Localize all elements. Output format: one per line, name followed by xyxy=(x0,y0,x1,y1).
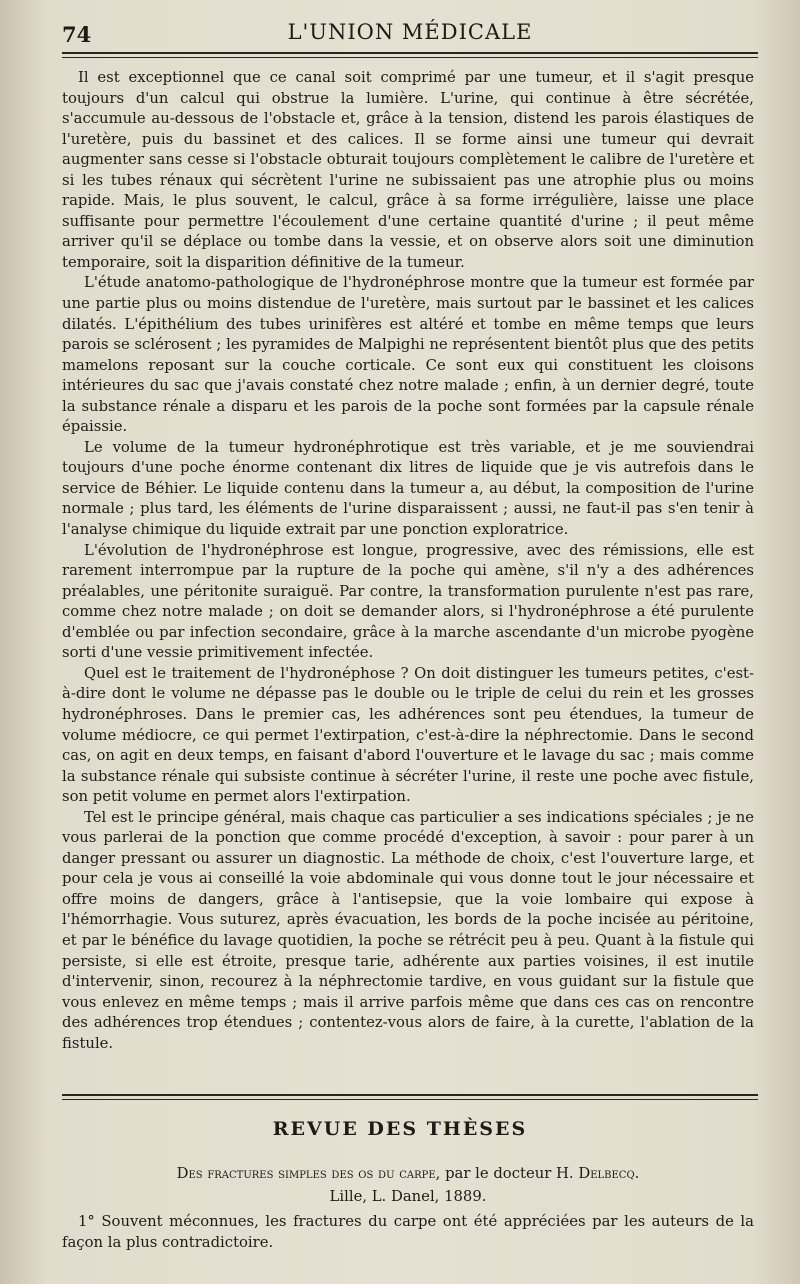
paragraph: Tel est le principe général, mais chaque cas particulier a ses indications spéciales ; je ne vous parlerai de la ponction que comme procédé d'exception, à savoir : pour parer à un danger pressant ou assurer un diagnostic. La méthode de choix, c'est l'ouverture large, et pour cela je vous ai conseillé la voie abdominale qui vous donne tout le jour nécessaire et offre moins de dangers, grâce à l'antisepsie, que la voie lombaire qui expose à l'hémorrhagie. Vous suturez, après évacuation, les bords de la poche incisée au péritoine, et par le bénéfice du lavage quotidien, la poche se rétrécit peu à peu. Quant à la fistule qui persiste, si elle est étroite, presque tarie, adhérente aux parties voisines, il est inutile d'intervenir, sinon, recourez à la néphrectomie tardive, en vous guidant sur la fistule que vous enlevez en même temps ; mais il arrive parfois même que dans ces cas on rencontre des adhérences trop étendues ; contentez-vous alors de faire, à la curette, l'ablation de la fistule. xyxy=(62,808,754,1052)
paragraph: Le volume de la tumeur hydronéphrotique est très variable, et je me souviendrai toujours d'une poche énorme contenant dix litres de liquide que je vis autrefois dans le service de Béhier. Le liquide contenu dans la tumeur a, au début, la composition de l'urine normale ; plus tard, les éléments de l'urine disparaissent ; aussi, ne faut-il pas s'en tenir à l'analyse chimique du liquide extrait par une ponction exploratrice. xyxy=(62,438,754,539)
paragraph: L'évolution de l'hydronéphrose est longue, progressive, avec des rémissions, elle est rarement interrompue par la rupture de la poche qui amène, s'il n'y a des adhérences préalables, une péritonite suraiguë. Par contre, la transformation purulente n'est pas rare, comme chez notre malade ; on doit se demander alors, si l'hydronéphrose a été purulente d'emblée ou par infection secondaire, grâce à la marche ascendante d'un microbe pyogène sorti d'une vessie primitivement infectée. xyxy=(62,541,754,662)
article-body xyxy=(62,68,754,1054)
item-number: 1° xyxy=(78,1213,95,1230)
section-title: REVUE DES THÈSES xyxy=(272,1118,528,1140)
thesis-item xyxy=(62,1212,754,1253)
thesis-author-prefix: par le docteur xyxy=(445,1165,552,1182)
thesis-author: H. Delbecq. xyxy=(556,1165,640,1182)
item-text: Souvent méconnues, les fractures du carpe ont été appréciées par les auteurs de la façon la plus contradictoire. xyxy=(62,1213,754,1251)
page-number: 74 xyxy=(62,22,92,47)
thesis-publisher: Lille, L. Danel, 1889. xyxy=(329,1188,487,1205)
thesis-title: Des fractures simples des os du carpe, xyxy=(176,1165,441,1182)
paragraph: L'étude anatomo-pathologique de l'hydronéphrose montre que la tumeur est formée par une partie plus ou moins distendue de l'uretère, mais surtout par le bassinet et les calices dilatés. L'épithélium des tubes urinifères est altéré et tombe en même temps que leurs parois se sclérosent ; les pyramides de Malpighi ne représentent bientôt plus que des petits mamelons reposant sur la couche corticale. Ce sont eux qui constituent les cloisons intérieures du sac que j'avais constaté chez notre malade ; enfin, à un dernier degré, toute la substance rénale a disparu et les parois de la poche sont formées par la capsule rénale épaissie. xyxy=(62,274,754,436)
header-rule xyxy=(62,52,758,58)
paragraph: Quel est le traitement de l'hydronéphose ? On doit distinguer les tumeurs petites, c'est-à-dire dont le volume ne dépasse pas le double ou le triple de celui du rein et les grosses hydronéphroses. Dans le premier cas, les adhérences sont peu étendues, la tumeur de volume médiocre, ce qui permet l'extirpation, c'est-à-dire la néphrectomie. Dans le second cas, on agit en deux temps, en faisant d'abord l'ouverture et le lavage du sac ; mais comme la substance rénale qui subsiste continue à sécréter l'urine, il reste une poche avec fistule, son petit volume en permet alors l'extirpation. xyxy=(62,664,754,806)
page-header xyxy=(62,18,758,52)
thesis-title-line xyxy=(62,1162,754,1185)
thesis-citation xyxy=(62,1162,754,1208)
running-title: L'UNION MÉDICALE xyxy=(287,20,533,44)
section-rule xyxy=(62,1094,758,1100)
paragraph: Il est exceptionnel que ce canal soit comprimé par une tumeur, et il s'agit presque toujours d'un calcul qui obstrue la lumière. L'urine, qui continue à être sécrétée, s'accumule au-dessous de l'obstacle et, grâce à la tension, distend les parois élastiques de l'uretère, puis du bassinet et des calices. Il se forme ainsi une tumeur qui devrait augmenter sans cesse si l'obstacle obturait toujours complètement le calibre de l'uretère et si les tubes rénaux qui sécrètent l'urine ne subissaient pas une atrophie plus ou moins rapide. Mais, le plus souvent, le calcul, grâce à sa forme irrégulière, laisse une place suffisante pour permettre l'écoulement d'une certaine quantité d'urine ; il peut même arriver qu'il se déplace ou tombe dans la vessie, et on observe alors soit une diminution temporaire, soit la disparition définitive de la tumeur. xyxy=(62,69,754,271)
